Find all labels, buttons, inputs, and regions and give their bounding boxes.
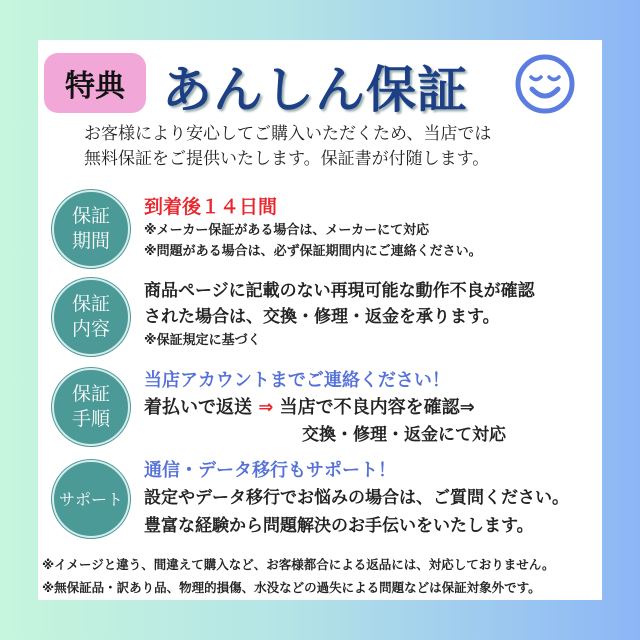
section-text bbox=[144, 194, 482, 262]
note-line: ※問題がある場合は、必ず保証期間内にご連絡ください。 bbox=[144, 244, 482, 259]
body-line: 商品ページに記載のない再現可能な動作不良が確認 bbox=[144, 281, 535, 301]
label-line: 内容 bbox=[71, 318, 110, 340]
step-inspect: 当店で不良内容を確認⇒ bbox=[279, 397, 475, 418]
intro-line: お客様により安心してご購入いただくため、当店では bbox=[84, 124, 492, 144]
label-line: サポート bbox=[58, 489, 123, 509]
intro-text bbox=[84, 122, 491, 172]
footnote: ※無保証品・訳あり品、物理的損傷、水没などの過失による問題などは保証対象外です。 bbox=[42, 580, 541, 595]
note-line: ※保証規定に基づく bbox=[144, 333, 261, 348]
section-label-circle bbox=[52, 278, 130, 356]
label-line: 保証 bbox=[71, 293, 110, 315]
support-heading: 通信・データ移行もサポート！ bbox=[144, 460, 396, 481]
procedure-steps bbox=[144, 394, 506, 422]
page-title: あんしん保証 bbox=[162, 61, 468, 119]
label-line: 手順 bbox=[71, 408, 110, 430]
footnote: ※イメージと違う、間違えて購入など、お客様都合による返品には、対応しておりません。 bbox=[42, 557, 555, 572]
intro-line: 無料保証をご提供いたします。保証書が付随します。 bbox=[84, 149, 490, 169]
section-text bbox=[144, 458, 569, 540]
procedure-heading: 当店アカウントまでご連絡ください！ bbox=[144, 370, 450, 391]
period-heading: 到着後１４日間 bbox=[144, 196, 278, 218]
smiley-face-icon bbox=[514, 53, 576, 115]
section-text bbox=[144, 278, 535, 351]
arrow-icon: ⇒ bbox=[258, 397, 274, 418]
label-line: 保証 bbox=[71, 205, 110, 227]
body-line: 設定やデータ移行でお悩みの場合は、ご質問ください。 bbox=[144, 488, 569, 508]
bonus-badge: 特典 bbox=[44, 53, 146, 113]
label-line: 期間 bbox=[71, 230, 110, 252]
step-return: 着払いで返送 bbox=[144, 397, 252, 418]
body-line: 豊富な経験から問題解決のお手伝いをいたします。 bbox=[144, 516, 534, 536]
section-label-circle bbox=[52, 460, 130, 538]
warranty-card bbox=[38, 40, 602, 600]
section-label-circle bbox=[52, 368, 130, 446]
body-line: された場合は、交換・修理・返金を承ります。 bbox=[144, 307, 500, 327]
section-label-circle bbox=[52, 190, 130, 268]
label-line: 保証 bbox=[71, 383, 110, 405]
section-text bbox=[144, 368, 506, 448]
step-resolve: 交換・修理・返金にて対応 bbox=[302, 425, 506, 445]
note-line: ※メーカー保証がある場合は、メーカーにて対応 bbox=[144, 223, 430, 238]
